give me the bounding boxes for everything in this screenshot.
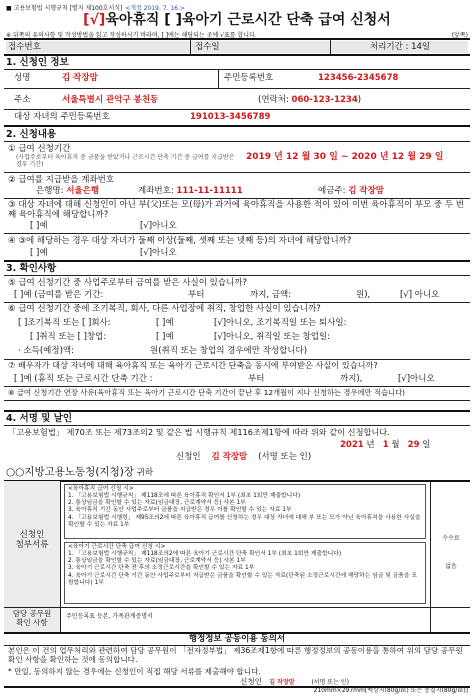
- divider: [4, 198, 470, 199]
- title-check-parental-leave: [√]: [83, 12, 106, 28]
- q5-from: 부터: [188, 290, 205, 300]
- applicant-label: 신청인: [176, 452, 201, 462]
- q2-label: ② 급여를 지급받을 계좌번호: [8, 175, 115, 185]
- title-check-reduced-hours: [ ]: [164, 12, 182, 28]
- receipt-date: [195, 42, 220, 52]
- divider: [4, 172, 470, 173]
- office-suffix: 귀하: [136, 468, 154, 478]
- box1-line: 4. 「고용보험법 시행령」 제95조의2에 따른 육아휴직 급여를 신청하는 경우 대상 자녀에 대해 부 또는 모가 아닌 육아휴직을 사용한 사실을 확인할 수 있는 자료 1부: [68, 514, 421, 528]
- divider: [4, 109, 470, 110]
- divider: [4, 425, 470, 426]
- q4-no[interactable]: [140, 248, 177, 258]
- q1-value[interactable]: 2019 년 12 월 30 일 ~ 2020 년 12 월 29 일: [246, 152, 444, 162]
- phone-field: [258, 95, 361, 105]
- q6-a-mid[interactable]: [ ]예: [156, 318, 174, 328]
- divider: [4, 88, 470, 89]
- processing-period: [370, 42, 430, 52]
- divider: [330, 40, 331, 54]
- divider: [4, 400, 470, 401]
- official-value: 주민등록표 등본, 가족관계증명서: [66, 613, 153, 620]
- consent-body: 본인은 이 건의 업무처리와 관련하여 담당 공무원이 「전자정부법」 제36조제1항에 따른 행정정보의 공동이용을 통하여 위의 담당 공무원 확인 사항을 확인하는 것에 동의합니다.: [8, 646, 463, 664]
- q6-b-no[interactable]: [√]아니오, 취직일 또는 창업일:: [214, 332, 331, 342]
- box1-title: <육아휴직 급여 신청 시>: [68, 486, 134, 492]
- sign-day[interactable]: 29: [407, 440, 420, 450]
- holder-value[interactable]: 김 작장맘: [348, 186, 385, 196]
- title-part1: 육아휴직: [105, 12, 160, 28]
- box2-title: <육아기 근로시간 단축 급여 신청 시>: [68, 544, 166, 550]
- q6-c-label: · 소득(예정)액:: [18, 346, 74, 356]
- office-line: [6, 466, 153, 479]
- office-name: ○○지방고용노동청(지청)장: [6, 466, 134, 478]
- q7-text: ⑦ 배우자가 대상 자녀에 대해 육아휴직 또는 육아기 근로시간 단축을 동시에 부여받은 사실이 있습니까?: [8, 360, 378, 370]
- q1-label: ① 급여 신청기간: [8, 144, 71, 154]
- divider: [4, 275, 470, 276]
- child-rrn-label: 대상 자녀의 주민등록번호: [14, 112, 110, 122]
- q5-won: 원),: [356, 290, 371, 300]
- attachments-label: [4, 530, 60, 550]
- q3-no-text: [√]아니오: [140, 221, 177, 231]
- applicant-signature: [176, 452, 311, 462]
- sign-month[interactable]: 1: [382, 440, 389, 450]
- divider: [4, 386, 470, 387]
- page-marker-text: (앞쪽): [451, 32, 468, 39]
- divider: [4, 38, 470, 40]
- holder-label: 예금주:: [318, 186, 346, 196]
- divider: [430, 608, 431, 632]
- bank-field: [36, 186, 99, 196]
- box1-line: 3. 육아휴직 기간 동안 사업주로부터 금품을 지급받은 경우 이를 확인할 수 있는 자료 1부: [68, 507, 292, 514]
- divider: [4, 125, 470, 127]
- divider: [4, 480, 470, 482]
- divider: [190, 40, 191, 54]
- paper-spec: 210mm×297mm[백상지(80g/㎡) 또는 중질지(80g/㎡)]: [313, 687, 468, 694]
- q6-b-mid[interactable]: [ ]예: [156, 332, 174, 342]
- address-value[interactable]: 서울특별시 관악구 봉천동: [62, 95, 159, 105]
- processing-period-label: 처리기간 : 14일: [370, 42, 431, 52]
- page-title: [0, 12, 474, 29]
- revision-text: <개정 2019. 7. 16.>: [125, 5, 185, 12]
- account-label: 계좌번호:: [138, 186, 174, 196]
- law-ref-text: ■ 고용보험법 시행규칙 [별지 제100호서식]: [6, 5, 123, 12]
- address-label: 주소: [14, 95, 31, 105]
- q5-yes[interactable]: [ ]예 (금여를 받은 기간:: [14, 290, 104, 300]
- day-unit: 일: [422, 440, 431, 450]
- section4-title: 4. 서명 및 날인: [6, 413, 73, 424]
- consent-signature: [240, 677, 349, 686]
- leave-attachment-box: [64, 484, 426, 539]
- box2-line: 1. 「고용보험법 시행규칙」 제118조의2에 따른 육아기 근로시간 단축 확인서 1부 (최초 1회만 제출합니다): [68, 550, 342, 557]
- q3-yes[interactable]: [ ]예: [30, 221, 48, 231]
- name-label: 성명: [14, 73, 31, 83]
- divider: [218, 70, 219, 88]
- q7-to: 까지),: [340, 374, 363, 384]
- fee-value: 없음: [445, 563, 457, 570]
- account-value[interactable]: 111-11-11111: [176, 186, 243, 196]
- divider: [4, 410, 470, 412]
- fee-label: 수수료: [442, 535, 460, 542]
- section2-title: 2. 신청내용: [6, 129, 57, 140]
- divider: [4, 302, 470, 303]
- reduced-hours-attachment-box: [64, 542, 426, 604]
- q4-text: ④ ③에 해당하는 경우 대상 자녀가 둘째 이상(둘째, 셋째 또는 넷째 등)의 자녀에 해당합니까?: [8, 236, 352, 246]
- title-part2: 육아기 근로시간 단축 급여 신청서: [181, 12, 391, 28]
- q3-text: ③ 대상 자녀에 대해 신청인이 아닌 부(父)또는 모(母)가 과거에 육아휴직을 사용한 적이 있어 이번 육아휴직이 부모 중 두 번째 육아휴직에 해당합니까?: [8, 200, 465, 221]
- q4-yes[interactable]: [ ]예: [30, 248, 48, 258]
- q7-no[interactable]: [√]아니오: [398, 374, 435, 384]
- consent-signer-label: 신청인: [240, 677, 263, 686]
- child-rrn-value[interactable]: 191013-3456789: [190, 112, 271, 122]
- q8-text: ⑧ 급여 신청기간 연장 사유(육아휴직 또는 육아기 근로시간 단축 기간이 끝난 후 12개월이 지나 신청하는 경우에만 적습니다): [8, 388, 405, 397]
- q3-no[interactable]: [140, 221, 177, 231]
- official-label: [4, 609, 60, 627]
- divider: [60, 608, 61, 632]
- q7-from: 부터: [248, 374, 265, 384]
- rrn-label: 주민등록번호: [224, 73, 274, 83]
- q5-to: 까지, 금액:: [250, 290, 292, 300]
- phone-close: ): [357, 95, 362, 105]
- bank-label: 은행명:: [36, 186, 64, 196]
- receipt-no-label: 접수번호: [8, 42, 41, 52]
- divider: [60, 481, 61, 607]
- divider: [430, 481, 431, 607]
- divider: [4, 260, 470, 262]
- official-label-line2: 확인 사항: [16, 618, 48, 627]
- bank-value[interactable]: 서울은행: [66, 186, 100, 196]
- box1-line: 1. 「고용보험법 시행규칙」 제118조에 따른 육아휴직 확인서 1부 (최초 1회만 제출합니다): [68, 492, 301, 499]
- section3-title: 3. 확인사항: [6, 263, 57, 274]
- notice-text: ※ 뒤쪽의 유의사항 및 작성방법을 읽고 작성하시기 바라며, [ ]에는 해당되는 곳에 √표를 합니다.: [6, 32, 257, 39]
- divider: [4, 54, 470, 56]
- applicant-value[interactable]: 김 작장맘: [211, 452, 248, 462]
- name-value[interactable]: 김 작장맘: [62, 73, 98, 83]
- divider: [4, 607, 470, 608]
- q5-no[interactable]: [√] 아니오: [400, 290, 440, 300]
- q6-c-won: 원(취직 또는 창업의 경우에만 작성합니다): [150, 346, 308, 356]
- receipt-no: [8, 42, 41, 52]
- box1-line: 2. 통상임금을 확인할 수 있는 자료(임금대장, 근로계약서 등) 사본 1부: [68, 500, 246, 507]
- consent-note: * 만일, 동의하지 않는 경우에는 신청인이 직접 해당 서류를 제출해야 합니다.: [8, 667, 261, 676]
- attachments-label-line2: 첨부서류: [15, 540, 49, 551]
- phone-label: (연락처:: [258, 95, 289, 105]
- q7-yes[interactable]: [ ]예 (휴직 또는 근로시간 단축 기간 :: [14, 374, 153, 384]
- rrn-value[interactable]: 123456-2345678: [318, 73, 399, 83]
- box2-line: 4. 육아기 근로시간 단축 기간 동안 사업주로부터 지급받은 금품을 확인할 수 있는 자료(단축된 소정근로시간에 해당하는 임금 및 금품을 포함합니다) 1부: [68, 572, 417, 586]
- divider: [4, 69, 470, 70]
- q5-text: ⑤ 급여 신청기간 중 사업주로부터 금여를 받은 사실이 있습니까?: [8, 278, 248, 288]
- section1-title: 1. 신청인 정보: [6, 57, 69, 68]
- receipt-date-label: 접수일: [195, 42, 220, 52]
- consent-signer-value[interactable]: 김 작장맘: [269, 679, 295, 686]
- consent-sign-hint: (서명 또는 인): [311, 679, 349, 686]
- phone-value[interactable]: 060-123-1234: [291, 95, 358, 105]
- sign-statement: 「고용보험법」 제70조 또는 제73조의2 및 같은 법 시행규칙 제116조제1항에 따라 위와 같이 신청합니다.: [8, 427, 390, 437]
- q6-b-yes[interactable]: [ ]취직 또는 [ ]창업:: [30, 332, 107, 342]
- q1-sub: (사업주로부터 육아휴직 중 금품을 받았거나 근로시간 단축 기간 중 급여를 지급받은 경우 기간): [16, 154, 235, 169]
- holder-field: [318, 186, 384, 196]
- account-field: [138, 186, 243, 196]
- attachments-label-line1: 신청인: [19, 530, 45, 540]
- year-unit: 년: [366, 440, 375, 450]
- q6-text: ⑥ 급여 신청기간 중에 조기복직, 회사, 다른 사업장에 취직, 창업한 사실이 있습니까?: [8, 304, 321, 314]
- divider: [4, 141, 470, 142]
- consent-title: 행정정보 공동이용 동의서: [188, 634, 286, 644]
- sign-year[interactable]: 2021: [340, 440, 364, 450]
- official-label-line1: 담당 공무원: [12, 609, 52, 618]
- q4-no-text: [√]아니오: [140, 248, 177, 258]
- q6-a-no[interactable]: [√]아니오, 조기복직일 또는 퇴사일:: [214, 318, 347, 328]
- sign-date: [340, 440, 430, 450]
- q6-a-yes[interactable]: [ ]조기복직 또는 [ ]회사:: [18, 318, 111, 328]
- box2-line: 3. 육아기 근로시간 단축 전·후의 소정근로시간을 확인할 수 있는 자료 1부: [68, 565, 255, 572]
- box2-line: 2. 통상임금을 확인할 수 있는 자료(임금대장, 근로계약서 등) 사본 1부: [68, 558, 246, 565]
- applicant-sign-hint: (서명 또는 인): [258, 452, 312, 462]
- divider: [4, 233, 470, 234]
- month-unit: 월: [391, 440, 400, 450]
